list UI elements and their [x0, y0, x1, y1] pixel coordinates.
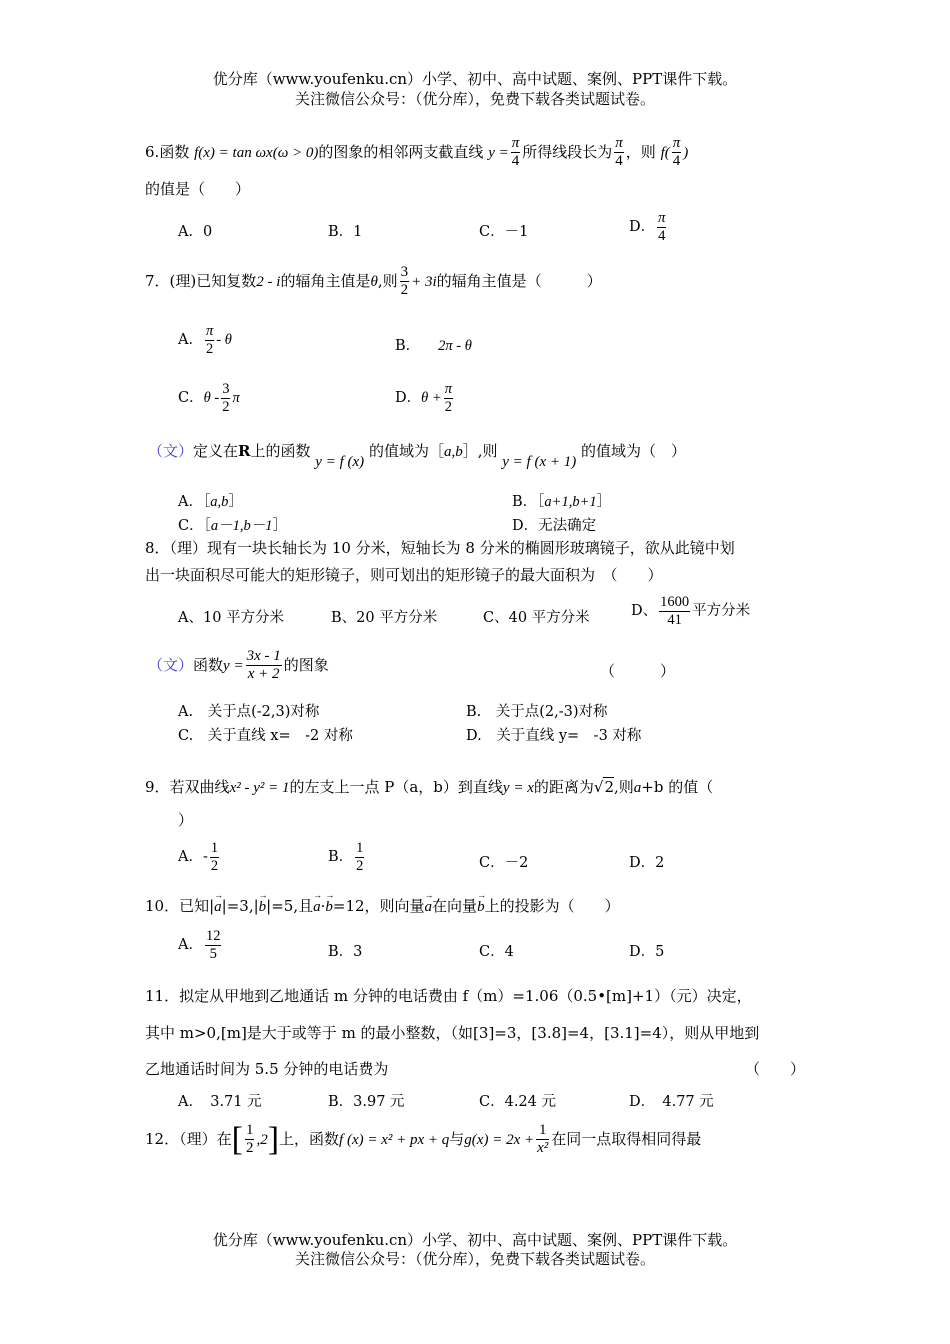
question-8-line-1: 8．（理）现有一块长轴长为 10 分米，短轴长为 8 分米的椭圆形玻璃镜子，欲从此镜中划	[145, 539, 735, 557]
fraction-pi-over-4: $\frac{\pi}{4}$	[672, 135, 681, 170]
question-7-wen-option-c: C．［a－1,b－1］	[178, 518, 287, 534]
question-9-option-b: B． $\frac{1}{2}$	[328, 840, 364, 874]
question-6-stem-end: 的值是（ ）	[145, 180, 251, 198]
question-7-option-b: B． 2π - θ	[395, 338, 472, 354]
question-11-line-3: 乙地通话时间为 5.5 分钟的电话费为	[145, 1060, 389, 1078]
question-6-option-c: C．－1	[479, 224, 529, 240]
question-6-option-b: B．1	[328, 224, 363, 240]
question-10-option-d: D．5	[629, 944, 665, 960]
question-8-wen-paren: （ ）	[600, 662, 676, 680]
question-11-line-1: 11．拟定从甲地到乙地通话 m 分钟的电话费由 f（m）=1.06（0.5•[m]+1）（元）决定，	[145, 987, 752, 1005]
question-9-option-a: A．- $\frac{1}{2}$	[178, 840, 219, 874]
question-10-stem: 10．已知|→ a|=3,|→ b|=5,且→ a·→ b=12，则向量→ a在向量→ b上的投影为（ ）	[145, 895, 620, 916]
question-7-wen-option-d: D．无法确定	[512, 518, 597, 534]
question-7-option-d: D．θ + $\frac{\pi}{2}$	[395, 381, 452, 415]
question-10-option-b: B．3	[328, 944, 363, 960]
question-8-option-c: C、40 平方分米	[483, 610, 590, 626]
fraction-pi-over-4: $\frac{\pi}{4}$	[511, 135, 520, 170]
question-7-wen-option-b: B．［a+1,b+1］	[512, 494, 612, 510]
question-7-wen-option-a: A．［a,b］	[178, 494, 243, 510]
question-8-wen-option-d: D. 关于直线 y= -3 对称	[466, 728, 642, 744]
question-8-wen-option-c: C. 关于直线 x= -2 对称	[178, 728, 353, 744]
question-11-option-d: D． 4.77 元	[629, 1094, 714, 1110]
question-8-wen-stem: （文）函数y = $\frac{3x - 1}{x + 2}$ 的图象	[148, 648, 329, 683]
header-line-2: 关注微信公众号：（优分库），免费下载各类试题试卷。	[294, 90, 655, 108]
footer-line-1: 优分库（www.youfenku.cn）小学、初中、高中试题、案例、PPT课件下载。	[212, 1231, 738, 1249]
question-9-option-c: C．－2	[479, 855, 529, 871]
question-6-option-a: A．0	[178, 224, 213, 240]
question-9-stem-close: ）	[178, 811, 194, 829]
question-7-wen-stem: （文）定义在R上的函数 y = f (x) 的值域为［a,b］,则 y = f (x + 1) 的值域为（ ）	[148, 442, 687, 470]
footer-line-2: 关注微信公众号：（优分库），免费下载各类试题试卷。	[294, 1250, 655, 1268]
question-8-wen-option-a: A. 关于点(-2,3)对称	[178, 704, 320, 720]
question-9-stem: 9．若双曲线x² - y² = 1的左支上一点 P（a，b）到直线y = x的距离为√2,则a+b 的值（	[145, 778, 714, 796]
question-7-option-a: A． $\frac{\pi}{2}$ - θ	[178, 323, 232, 357]
question-10-option-c: C．4	[479, 944, 514, 960]
question-11-option-b: B．3.97 元	[328, 1094, 405, 1110]
question-11-option-a: A． 3.71 元	[178, 1094, 262, 1110]
question-6-option-d: D． $\frac{\pi}{4}$	[629, 210, 666, 244]
header-line-1: 优分库（www.youfenku.cn）小学、初中、高中试题、案例、PPT课件下载。	[212, 70, 738, 88]
question-11-option-c: C．4.24 元	[479, 1094, 556, 1110]
question-11-paren: （ ）	[745, 1060, 806, 1078]
question-12-stem: 12．（理）在[ $\frac{1}{2}$ ,2]上，函数f (x) = x² + px + q与g(x) = 2x + $\frac{1}{\text{x²}}$ 在同一点取得相同得最	[145, 1120, 702, 1158]
question-8-option-d: D、 $\frac{1600}{41}$ 平方分米	[631, 594, 751, 628]
fraction-pi-over-4: $\frac{\pi}{4}$	[615, 135, 623, 170]
question-8-option-a: A、10 平方分米	[178, 610, 285, 626]
question-8-option-b: B、20 平方分米	[331, 610, 438, 626]
question-8-wen-option-b: B. 关于点(2,-3)对称	[466, 704, 608, 720]
question-11-line-2: 其中 m>0,[m]是大于或等于 m 的最小整数，（如[3]=3，[3.8]=4，[3.1]=4），则从甲地到	[145, 1024, 760, 1042]
question-7-option-c: C．θ - $\frac{3}{2}$ π	[178, 381, 240, 415]
question-6-stem: 6.函数 f(x) = tan ωx(ω > 0)的图象的相邻两支截直线 y = $\frac{\pi}{4}$ 所得线段长为 $\frac{\pi}{4}$ ，则 f( $\frac{\pi}{4}$ )	[145, 135, 689, 170]
question-10-option-a: A． $\frac{12}{5}$	[178, 928, 221, 962]
question-9-option-d: D．2	[629, 855, 665, 871]
question-7-stem: 7．(理)已知复数2 - i的辐角主值是θ,则 $\frac{3}{2}$ + 3i的辐角主值是（ ）	[145, 264, 602, 299]
question-8-line-2: 出一块面积尽可能大的矩形镜子，则可划出的矩形镜子的最大面积为 （ ）	[145, 566, 663, 584]
